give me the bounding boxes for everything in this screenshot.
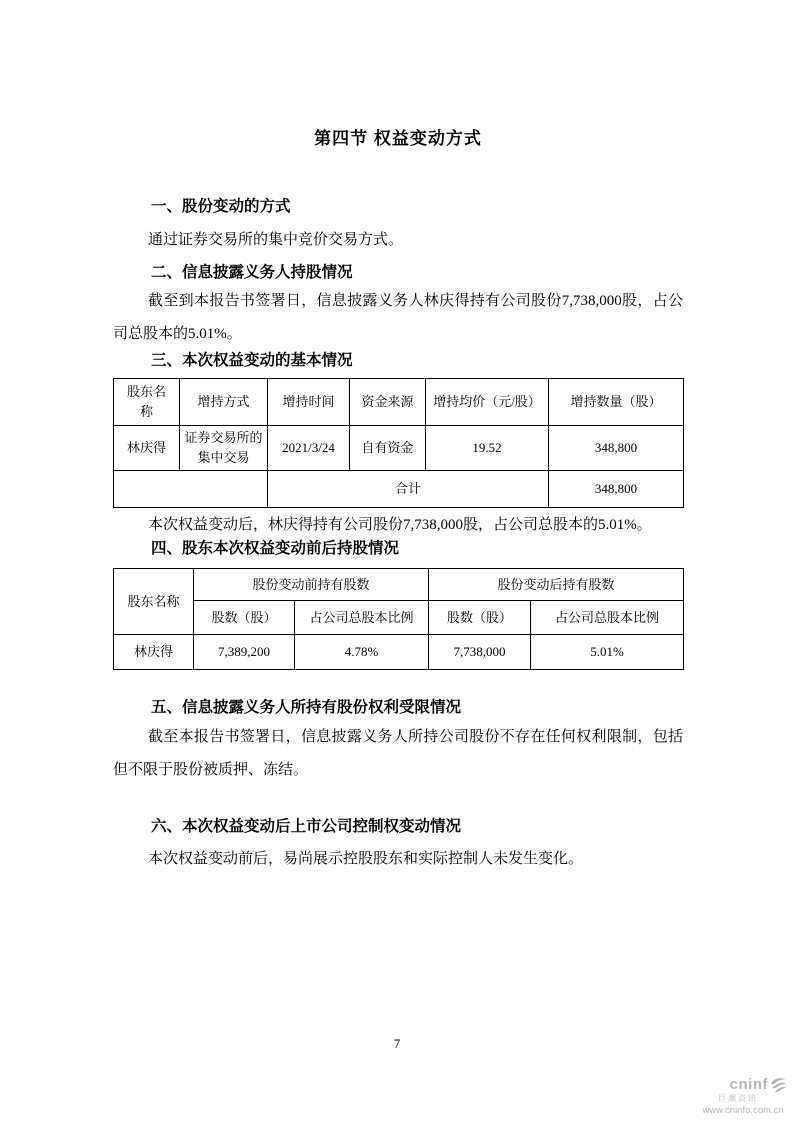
table1-cell-avg-price: 19.52: [426, 426, 549, 471]
table1-total-value: 348,800: [549, 471, 684, 508]
section-4-heading: 四、股东本次权益变动前后持股情况: [151, 540, 400, 557]
table1-cell-method: 证券交易所的集中交易: [180, 426, 268, 471]
page-number: 7: [393, 1036, 401, 1051]
table2-subheader-ratio-after: 占公司总股本比例: [531, 601, 684, 635]
cninfo-brand-text: cninf: [729, 1075, 768, 1093]
section-3-heading: 三、本次权益变动的基本情况: [151, 352, 353, 369]
table-header-row: [114, 379, 684, 426]
table1-cell-fund-source: 自有资金: [350, 426, 426, 471]
section-3-note-paragraph: 本次权益变动后，林庆得持有公司股份7,738,000股，占公司总股本的5.01%。: [148, 517, 652, 533]
table1-header-time: 增持时间: [268, 379, 350, 426]
page-title: 第四节 权益变动方式: [314, 129, 482, 148]
cninfo-swirl-icon: [769, 1076, 787, 1094]
cninfo-url: www.cninfo.com.cn: [702, 1104, 784, 1116]
before-after-holding-table: [113, 568, 684, 670]
table2-subheader-ratio-before: 占公司总股本比例: [295, 601, 429, 635]
section-1-heading: 一、股份变动的方式: [151, 198, 291, 215]
table2-cell-shares-after: 7,738,000: [429, 635, 531, 670]
cninfo-watermark: [697, 1076, 789, 1116]
table-row: [114, 635, 684, 670]
table1-cell-quantity: 348,800: [549, 426, 684, 471]
cninfo-chinese-name: 巨潮资讯: [718, 1094, 758, 1103]
table2-cell-shares-before: 7,389,200: [194, 635, 295, 670]
table-group-header-row: [114, 569, 684, 601]
table1-total-label: 合计: [268, 471, 549, 508]
table1-header-method: 增持方式: [180, 379, 268, 426]
section-6-paragraph: 本次权益变动前后，易尚展示控股股东和实际控制人未发生变化。: [148, 851, 584, 867]
holding-increase-table: [113, 378, 684, 508]
table2-cell-ratio-after: 5.01%: [531, 635, 684, 670]
table-total-row: [114, 471, 684, 508]
table1-cell-time: 2021/3/24: [268, 426, 350, 471]
section-6-heading: 六、本次权益变动后上市公司控制权变动情况: [151, 818, 462, 835]
table2-subheader-shares-after: 股数（股）: [429, 601, 531, 635]
table1-header-fund-source: 资金来源: [350, 379, 426, 426]
table2-header-after-group: 股份变动后持有股数: [429, 569, 684, 601]
table2-cell-ratio-before: 4.78%: [295, 635, 429, 670]
table1-cell-shareholder: 林庆得: [114, 426, 180, 471]
table1-header-shareholder: 股东名称: [114, 379, 180, 426]
table2-cell-shareholder: 林庆得: [114, 635, 194, 670]
section-2-paragraph: 截至到本报告书签署日，信息披露义务人林庆得持有公司股份7,738,000股，占公司总股本的5.01%。: [113, 293, 683, 342]
table2-header-before-group: 股份变动前持有股数: [194, 569, 429, 601]
section-5-paragraph: 截至本报告书签署日，信息披露义务人所持公司股份不存在任何权利限制，包括但不限于股份被质押、冻结。: [113, 729, 683, 778]
table1-header-avg-price: 增持均价（元/股）: [426, 379, 549, 426]
table2-header-shareholder: 股东名称: [114, 569, 194, 635]
section-1-paragraph: 通过证券交易所的集中竞价交易方式。: [148, 232, 404, 248]
table2-subheader-shares-before: 股数（股）: [194, 601, 295, 635]
table-sub-header-row: [114, 601, 684, 635]
table1-total-empty-cell: [114, 471, 268, 508]
table1-header-quantity: 增持数量（股）: [549, 379, 684, 426]
section-5-heading: 五、信息披露义务人所持有股份权利受限情况: [151, 699, 462, 716]
document-content: [113, 0, 683, 871]
table-row: [114, 426, 684, 471]
cninfo-brand-row: [697, 1076, 789, 1094]
section-2-heading: 二、信息披露义务人持股情况: [151, 264, 353, 281]
